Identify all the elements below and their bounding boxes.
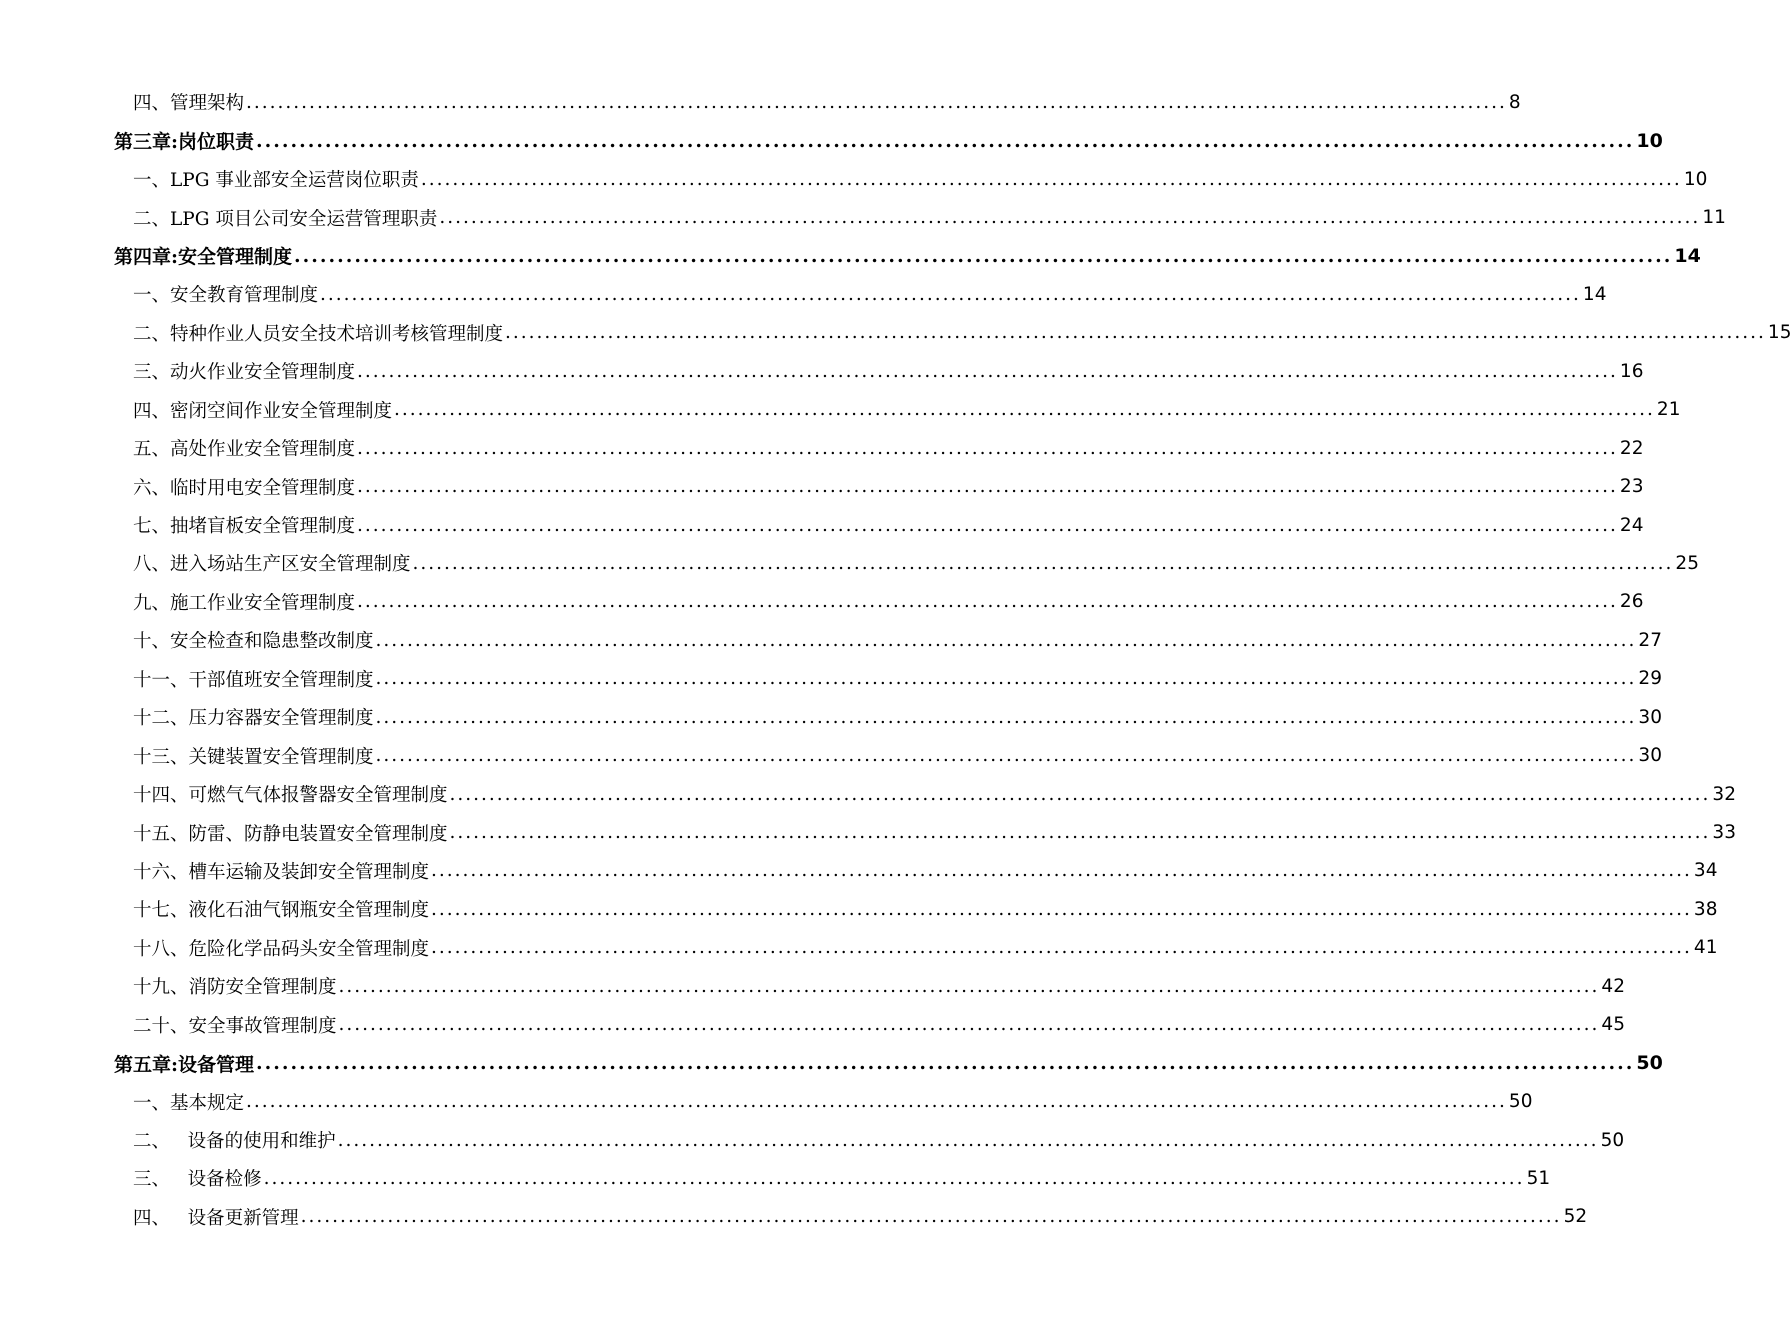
toc-chapter-entry[interactable]	[0, 1044, 1663, 1082]
dot-leader: ................................................................................................................................................................	[263, 1167, 1525, 1189]
toc-entry-title: 第五章:设备管理	[114, 1053, 255, 1076]
dot-leader: ................................................................................................................................................................	[431, 860, 1692, 882]
toc-entry-title: 一、基本规定	[133, 1092, 245, 1114]
toc-entry-title: 十三、关键装置安全管理制度	[133, 746, 374, 768]
toc-chapter-entry[interactable]	[0, 237, 1701, 275]
toc-page-number: 50	[1636, 1052, 1663, 1075]
toc-entry[interactable]	[0, 391, 1681, 429]
toc-entry-title: 第四章:安全管理制度	[114, 246, 293, 269]
dot-leader: ................................................................................................................................................................	[431, 898, 1692, 920]
toc-page-number: 29	[1638, 668, 1662, 690]
dot-leader: ................................................................................................................................................................	[375, 706, 1637, 728]
toc-entry-title: 十七、液化石油气钢瓶安全管理制度	[133, 900, 430, 922]
dot-leader: ................................................................................................................................................................	[505, 322, 1766, 344]
toc-entry-title: 八、进入场站生产区安全管理制度	[133, 554, 411, 576]
toc-entry[interactable]	[0, 1198, 1588, 1236]
toc-page-number: 23	[1619, 476, 1644, 498]
dot-leader: ................................................................................................................................................................	[246, 91, 1507, 113]
toc-entry-title: 三、 设备检修	[133, 1169, 262, 1191]
toc-entry-title: 九、施工作业安全管理制度	[133, 592, 356, 614]
toc-page-number: 14	[1582, 283, 1607, 305]
dot-leader: ................................................................................................................................................................	[412, 552, 1674, 574]
toc-page-number: 51	[1526, 1167, 1551, 1189]
dot-leader: ................................................................................................................................................................	[300, 1206, 1562, 1228]
toc-chapter-entry[interactable]	[0, 121, 1663, 159]
dot-leader: ................................................................................................................................................................	[337, 1129, 1599, 1151]
toc-page-number: 11	[1702, 207, 1726, 229]
toc-entry-title: 二、特种作业人员安全技术培训考核管理制度	[133, 323, 504, 345]
toc-entry-title: 二十、安全事故管理制度	[133, 1015, 337, 1037]
toc-page-number: 33	[1712, 822, 1736, 844]
toc-page-number: 14	[1674, 244, 1701, 267]
toc-page-number: 50	[1600, 1129, 1625, 1151]
toc-entry[interactable]	[0, 160, 1708, 198]
toc-entry[interactable]	[0, 929, 1718, 967]
toc-page-number: 25	[1675, 552, 1699, 574]
toc-entry[interactable]	[0, 198, 1726, 236]
toc-entry-title: 五、高处作业安全管理制度	[133, 439, 356, 461]
dot-leader: ................................................................................................................................................................	[375, 745, 1637, 767]
toc-entry[interactable]	[0, 352, 1644, 390]
dot-leader: ................................................................................................................................................................	[449, 783, 1711, 805]
dot-leader: ................................................................................................................................................................	[246, 1091, 1507, 1113]
toc-page-number: 45	[1601, 1014, 1625, 1036]
dot-leader: ................................................................................................................................................................	[338, 975, 1600, 997]
toc-entry-title: 一、LPG 事业部安全运营岗位职责	[133, 170, 419, 192]
toc-page-number: 15	[1767, 322, 1791, 344]
toc-entry[interactable]	[0, 1121, 1625, 1159]
toc-entry-title: 四、密闭空间作业安全管理制度	[133, 400, 393, 422]
dot-leader: ................................................................................................................................................................	[294, 244, 1673, 267]
toc-entry[interactable]	[0, 1006, 1625, 1044]
dot-leader: ................................................................................................................................................................	[320, 283, 1581, 305]
toc-entry[interactable]	[0, 83, 1521, 121]
toc-entry-title: 十九、消防安全管理制度	[133, 977, 337, 999]
toc-page-number: 16	[1619, 360, 1644, 382]
toc-entry[interactable]	[0, 736, 1662, 774]
toc-entry[interactable]	[0, 813, 1736, 851]
toc-entry[interactable]	[0, 583, 1644, 621]
dot-leader: ................................................................................................................................................................	[256, 129, 1635, 152]
toc-entry-title: 十四、可燃气气体报警器安全管理制度	[133, 785, 448, 807]
toc-entry[interactable]	[0, 1082, 1533, 1120]
toc-entry-title: 十五、防雷、防静电装置安全管理制度	[133, 823, 448, 845]
dot-leader: ................................................................................................................................................................	[439, 207, 1701, 229]
toc-page-number: 21	[1656, 399, 1681, 421]
toc-entry-title: 四、管理架构	[133, 93, 245, 115]
dot-leader: ................................................................................................................................................................	[256, 1052, 1635, 1075]
toc-entry-title: 十一、干部值班安全管理制度	[133, 669, 374, 691]
dot-leader: ................................................................................................................................................................	[357, 476, 1618, 498]
toc-entry-title: 第三章:岗位职责	[114, 131, 255, 154]
toc-page-number: 30	[1638, 706, 1662, 728]
dot-leader: ................................................................................................................................................................	[357, 437, 1618, 459]
dot-leader: ................................................................................................................................................................	[449, 822, 1711, 844]
toc-entry-title: 二、 设备的使用和维护	[133, 1131, 336, 1153]
toc-entry-title: 十、安全检查和隐患整改制度	[133, 631, 374, 653]
toc-page-number: 34	[1693, 860, 1718, 882]
toc-page-number: 38	[1693, 898, 1718, 920]
dot-leader: ................................................................................................................................................................	[375, 629, 1637, 651]
toc-entry-title: 十二、压力容器安全管理制度	[133, 708, 374, 730]
dot-leader: ................................................................................................................................................................	[394, 399, 1655, 421]
toc-page-number: 27	[1638, 629, 1662, 651]
toc-entry[interactable]	[0, 1159, 1551, 1197]
toc-page-number: 50	[1508, 1091, 1533, 1113]
toc-entry[interactable]	[0, 506, 1644, 544]
toc-entry[interactable]	[0, 775, 1736, 813]
toc-page-number: 52	[1563, 1206, 1588, 1228]
toc-entry[interactable]	[0, 852, 1718, 890]
toc-page-number: 41	[1693, 937, 1718, 959]
toc-entry[interactable]	[0, 467, 1644, 505]
dot-leader: ................................................................................................................................................................	[357, 514, 1618, 536]
toc-entry[interactable]	[0, 890, 1718, 928]
toc-page-number: 32	[1712, 783, 1736, 805]
toc-entry-title: 七、抽堵盲板安全管理制度	[133, 516, 356, 538]
toc-entry-title: 十六、槽车运输及装卸安全管理制度	[133, 861, 430, 883]
toc-entry-title: 二、LPG 项目公司安全运营管理职责	[133, 208, 438, 230]
toc-page-number: 22	[1619, 437, 1644, 459]
dot-leader: ................................................................................................................................................................	[420, 168, 1682, 190]
toc-entry[interactable]	[0, 429, 1644, 467]
dot-leader: ................................................................................................................................................................	[375, 668, 1637, 690]
toc-page-number: 10	[1636, 129, 1663, 152]
toc-entry[interactable]	[0, 660, 1662, 698]
toc-entry-title: 六、临时用电安全管理制度	[133, 477, 356, 499]
dot-leader: ................................................................................................................................................................	[338, 1014, 1600, 1036]
toc-entry-title: 十八、危险化学品码头安全管理制度	[133, 938, 430, 960]
toc-page-number: 8	[1508, 91, 1521, 113]
toc-page-number: 42	[1601, 975, 1625, 997]
toc-entry-title: 四、 设备更新管理	[133, 1207, 299, 1229]
dot-leader: ................................................................................................................................................................	[357, 360, 1618, 382]
toc-page-number: 30	[1638, 745, 1662, 767]
toc-page-number: 10	[1683, 168, 1708, 190]
toc-entry[interactable]	[0, 544, 1699, 582]
toc-entry[interactable]	[0, 967, 1625, 1005]
toc-entry[interactable]	[0, 698, 1662, 736]
toc-entry[interactable]	[0, 275, 1607, 313]
toc-entry[interactable]	[0, 314, 1791, 352]
toc-entry-title: 三、动火作业安全管理制度	[133, 362, 356, 384]
dot-leader: ................................................................................................................................................................	[357, 591, 1618, 613]
dot-leader: ................................................................................................................................................................	[431, 937, 1692, 959]
toc-page-number: 26	[1619, 591, 1644, 613]
toc-entry-title: 一、安全教育管理制度	[133, 285, 319, 307]
toc-entry[interactable]	[0, 621, 1662, 659]
table-of-contents	[0, 83, 1791, 1236]
toc-page-number: 24	[1619, 514, 1644, 536]
